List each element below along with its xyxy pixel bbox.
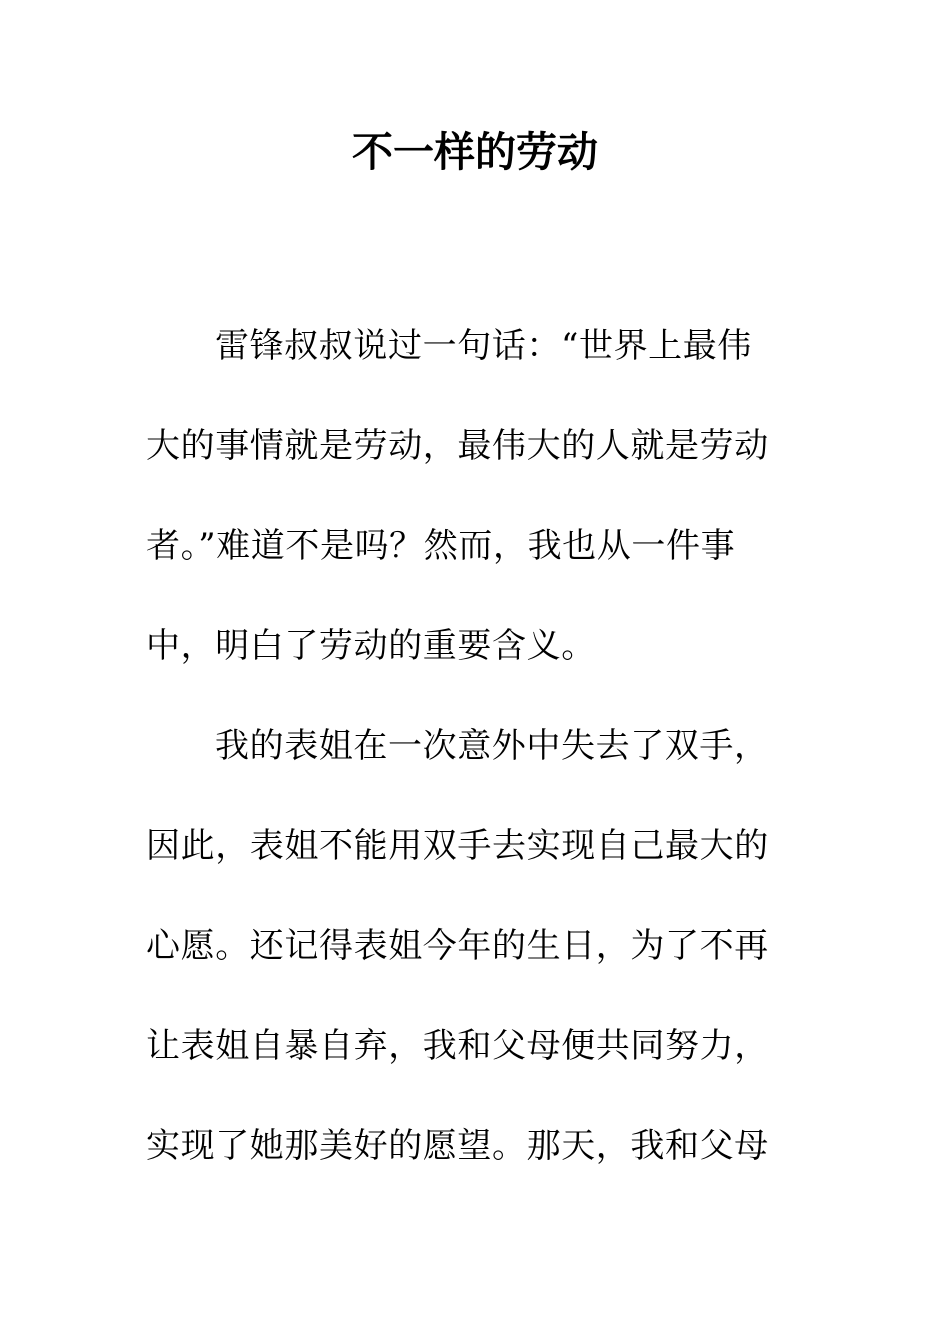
- paragraph-2-line-4: 让表姐自暴自弃，我和父母便共同努力，: [146, 1026, 769, 1066]
- document-body: [146, 296, 786, 1196]
- paragraph-1-line-4: 中，明白了劳动的重要含义。: [146, 626, 596, 666]
- paragraph-2-line-1: 我的表姐在一次意外中失去了双手，: [215, 726, 769, 766]
- paragraph-2-line-3: 心愿。还记得表姐今年的生日，为了不再: [146, 926, 769, 966]
- paragraph-1-line-2: 大的事情就是劳动，最伟大的人就是劳动: [146, 426, 769, 466]
- paragraph-2-line-5: 实现了她那美好的愿望。那天，我和父母: [146, 1126, 769, 1166]
- document-title: 不一样的劳动: [352, 128, 598, 176]
- paragraph-2-line-2: 因此，表姐不能用双手去实现自己最大的: [146, 826, 769, 866]
- paragraph-1-line-1: 雷锋叔叔说过一句话：“世界上最伟: [215, 326, 752, 366]
- paragraph-1-line-3: 者。”难道不是吗？然而，我也从一件事: [146, 526, 736, 566]
